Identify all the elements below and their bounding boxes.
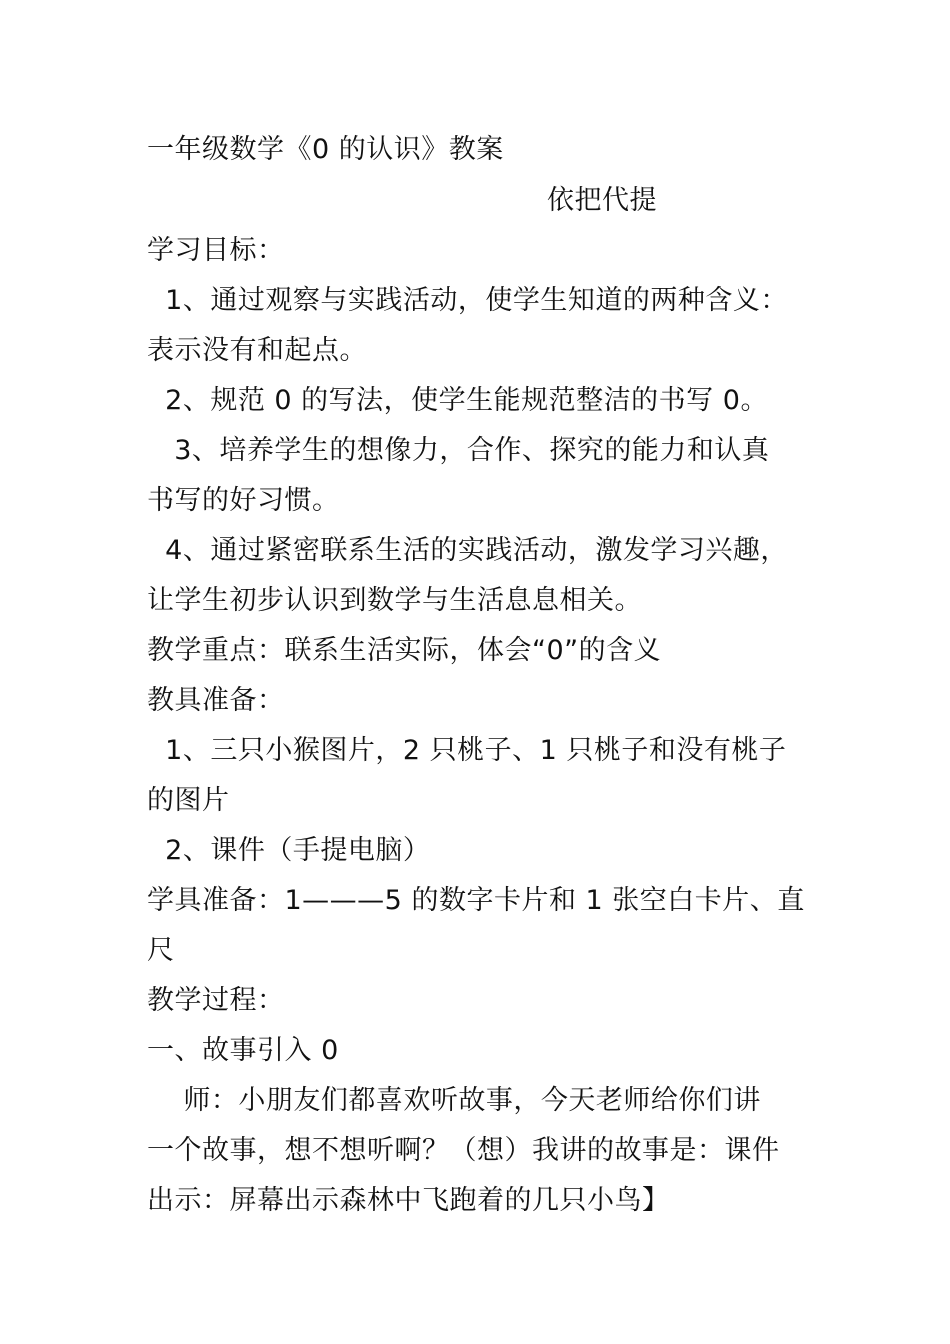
section-heading-process: 教学过程： xyxy=(147,985,285,1016)
objective-1-continued: 表示没有和起点。 xyxy=(147,335,367,366)
teaching-focus: 教学重点：联系生活实际，体会“0”的含义 xyxy=(147,635,662,666)
teaching-aid-2: 2、课件（手提电脑） xyxy=(147,835,431,866)
document-author: 依把代提 xyxy=(547,185,657,216)
objective-4: 4、通过紧密联系生活的实践活动，激发学习兴趣， xyxy=(147,535,788,566)
step-1-paragraph-line-3: 出示：屏幕出示森林中飞跑着的几只小鸟】 xyxy=(147,1185,670,1216)
teaching-aid-1-continued: 的图片 xyxy=(147,785,230,816)
step-1-heading: 一、故事引入 0 xyxy=(147,1035,339,1066)
objective-3: 3、培养学生的想像力，合作、探究的能力和认真 xyxy=(147,435,770,466)
teaching-aid-1: 1、三只小猴图片，2 只桃子、1 只桃子和没有桃子 xyxy=(147,735,787,766)
learning-aids-continued: 尺 xyxy=(147,935,175,966)
section-heading-teaching-aids: 教具准备： xyxy=(147,685,285,716)
section-heading-objectives: 学习目标： xyxy=(147,235,285,266)
step-1-paragraph-line-2: 一个故事，想不想听啊？（想）我讲的故事是：课件 xyxy=(147,1135,780,1166)
document-title: 一年级数学《0 的认识》教案 xyxy=(147,134,504,165)
objective-3-continued: 书写的好习惯。 xyxy=(147,485,340,516)
objective-2: 2、规范 0 的写法，使学生能规范整洁的书写 0。 xyxy=(147,385,768,416)
objective-4-continued: 让学生初步认识到数学与生活息息相关。 xyxy=(147,585,642,616)
objective-1: 1、通过观察与实践活动，使学生知道的两种含义： xyxy=(147,285,788,316)
step-1-paragraph-line-1: 师：小朋友们都喜欢听故事，今天老师给你们讲 xyxy=(147,1085,761,1116)
learning-aids: 学具准备：1———5 的数字卡片和 1 张空白卡片、直 xyxy=(147,885,805,916)
